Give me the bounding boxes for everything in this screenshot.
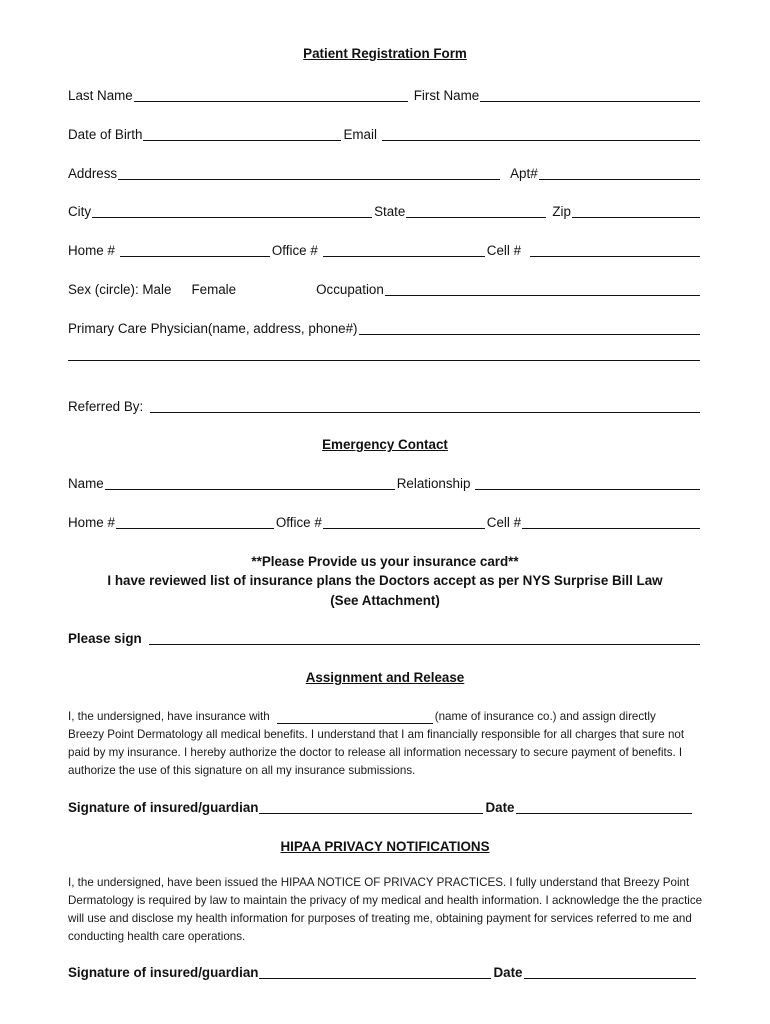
hipaa-date-label: Date	[493, 965, 523, 980]
pcp-field-continued[interactable]	[68, 360, 700, 361]
female-option[interactable]: Female	[191, 282, 237, 297]
assignment-signature-row	[68, 800, 702, 816]
emergency-name-row	[68, 476, 702, 492]
email-label: Email	[343, 127, 377, 142]
hipaa-title: HIPAA PRIVACY NOTIFICATIONS	[280, 839, 490, 854]
emergency-cell-label: Cell #	[486, 515, 522, 530]
cell-phone-field[interactable]	[530, 256, 700, 257]
relationship-label: Relationship	[396, 476, 471, 491]
emergency-name-field[interactable]	[105, 489, 395, 490]
dob-row	[68, 127, 702, 143]
office-phone-label: Office #	[271, 243, 318, 258]
hipaa-paragraph: I, the undersigned, have been issued the HIPAA NOTICE OF PRIVACY PRACTICES. I fully understand that Breezy Point Dermatology is required by law to maintain the privacy of my medical and health information. I acknowledge the the practice will use and disclose my health information for purposes of treating me, obtaining payment for services referred to me and conducting health care operations.	[68, 876, 703, 943]
sex-occupation-row	[68, 282, 702, 298]
hipaa-signature-field[interactable]	[259, 978, 491, 979]
emergency-contact-title: Emergency Contact	[322, 437, 448, 452]
office-phone-field[interactable]	[323, 256, 485, 257]
home-phone-label: Home #	[68, 243, 115, 258]
address-label: Address	[68, 166, 118, 181]
insurance-plans-notice: I have reviewed list of insurance plans the Doctors accept as per NYS Surprise Bill Law	[107, 573, 663, 588]
please-sign-row	[68, 631, 702, 647]
email-field[interactable]	[382, 140, 700, 141]
assignment-signature-field[interactable]	[259, 813, 483, 814]
sex-label[interactable]: Sex (circle): Male	[68, 282, 172, 297]
assignment-paragraph	[68, 708, 708, 780]
assignment-text-start: I, the undersigned, have insurance with	[68, 710, 270, 723]
pcp-continuation-row	[68, 360, 702, 363]
see-attachment-note: (See Attachment)	[330, 593, 440, 608]
city-field[interactable]	[92, 217, 372, 218]
hipaa-date-field[interactable]	[524, 978, 697, 979]
hipaa-signature-row	[68, 965, 702, 981]
city-row	[68, 204, 702, 220]
apt-field[interactable]	[539, 179, 700, 180]
emergency-home-label: Home #	[68, 515, 115, 530]
name-row	[68, 88, 702, 104]
home-phone-field[interactable]	[120, 256, 270, 257]
cell-phone-label: Cell #	[486, 243, 522, 258]
insurance-company-field[interactable]	[277, 723, 433, 724]
referred-by-field[interactable]	[150, 412, 700, 413]
occupation-label: Occupation	[316, 282, 384, 297]
dob-label: Date of Birth	[68, 127, 143, 142]
assignment-release-title: Assignment and Release	[305, 670, 465, 685]
apt-label: Apt#	[510, 166, 538, 181]
pcp-field[interactable]	[359, 334, 700, 335]
emergency-home-field[interactable]	[116, 528, 274, 529]
address-row	[68, 166, 702, 182]
emergency-office-field[interactable]	[323, 528, 485, 529]
first-name-label: First Name	[413, 88, 480, 103]
please-sign-label: Please sign	[68, 631, 142, 646]
insurance-card-notice: **Please Provide us your insurance card**	[251, 554, 519, 569]
assignment-text-rest: Breezy Point Dermatology all medical benefits. I understand that I am financially responsible for all charges that sure not paid by my insurance. I hereby authorize the doctor to release all information necessary to secure payment of benefits. I authorize the use of this signature on all my insurance submissions.	[68, 728, 685, 777]
pcp-label: Primary Care Physician(name, address, phone#)	[68, 321, 358, 336]
occupation-field[interactable]	[385, 295, 700, 296]
referred-row	[68, 399, 702, 415]
hipaa-signature-label: Signature of insured/guardian	[68, 965, 259, 980]
pcp-row	[68, 321, 702, 337]
assignment-signature-label: Signature of insured/guardian	[68, 800, 259, 815]
emergency-phone-row	[68, 515, 702, 531]
state-label: State	[374, 204, 406, 219]
assignment-date-field[interactable]	[516, 813, 693, 814]
last-name-label: Last Name	[68, 88, 133, 103]
assignment-date-label: Date	[485, 800, 515, 815]
referred-by-label: Referred By:	[68, 399, 144, 414]
emergency-office-label: Office #	[275, 515, 322, 530]
relationship-field[interactable]	[475, 489, 700, 490]
last-name-field[interactable]	[134, 101, 408, 102]
assignment-text-mid: (name of insurance co.) and assign directly	[434, 710, 656, 723]
state-field[interactable]	[406, 217, 546, 218]
emergency-cell-field[interactable]	[522, 528, 700, 529]
first-name-field[interactable]	[480, 101, 700, 102]
zip-label: Zip	[552, 204, 571, 219]
dob-field[interactable]	[143, 140, 341, 141]
emergency-name-label: Name	[68, 476, 104, 491]
phone-row	[68, 243, 702, 259]
please-sign-field[interactable]	[149, 644, 700, 645]
city-label: City	[68, 204, 92, 219]
address-field[interactable]	[118, 179, 500, 180]
zip-field[interactable]	[572, 217, 700, 218]
form-title: Patient Registration Form	[303, 46, 467, 61]
